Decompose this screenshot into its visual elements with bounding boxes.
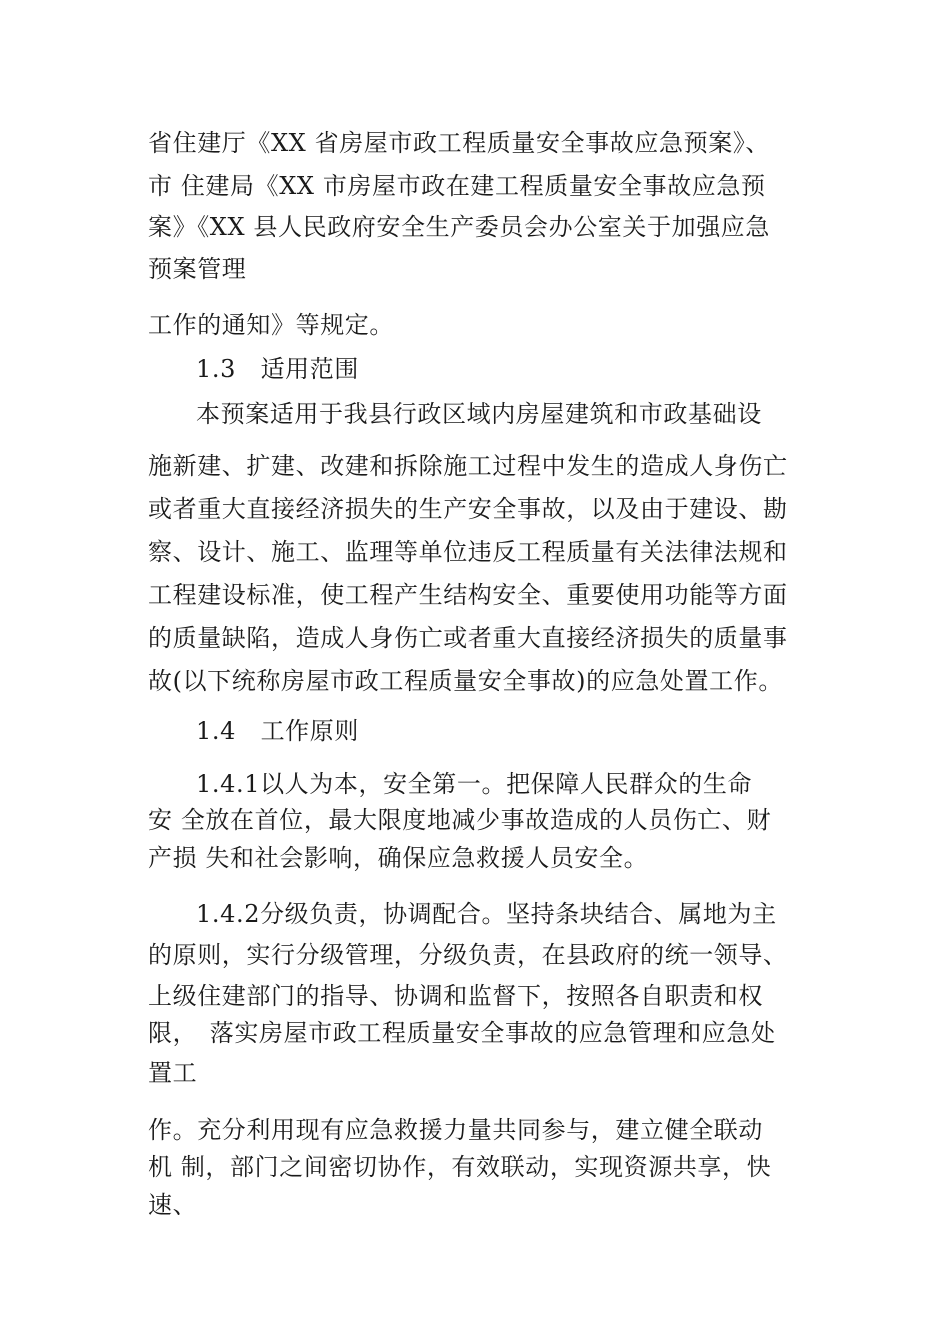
text-line: 察、设计、施工、监理等单位违反工程质量有关法律法规和: [148, 538, 788, 566]
section-heading: 1.3 适用范围: [196, 355, 359, 383]
text-line: 市 住建局《XX 市房屋市政在建工程质量安全事故应急预: [148, 172, 766, 200]
text-line: 速、: [148, 1191, 198, 1219]
text-line: 安 全放在首位，最大限度地减少事故造成的人员伤亡、财: [148, 806, 772, 834]
text-line: 预案管理: [148, 255, 247, 283]
text-line: 限， 落实房屋市政工程质量安全事故的应急管理和应急处: [148, 1019, 776, 1047]
text-line: 或者重大直接经济损失的生产安全事故，以及由于建设、勘: [148, 495, 788, 523]
text-line: 上级住建部门的指导、协调和监督下，按照各自职责和权: [148, 982, 763, 1010]
text-line: 机 制，部门之间密切协作，有效联动，实现资源共享，快: [148, 1153, 772, 1181]
section-heading: 1.4 工作原则: [196, 717, 359, 745]
text-line: 故(以下统称房屋市政工程质量安全事故)的应急处置工作。: [148, 667, 783, 695]
text-line: 案》《XX 县人民政府安全生产委员会办公室关于加强应急: [148, 213, 770, 241]
text-line: 施新建、扩建、改建和拆除施工过程中发生的造成人身伤亡: [148, 452, 788, 480]
paragraph-first-line: 1.4.1以人为本，安全第一。把保障人民群众的生命: [196, 770, 753, 798]
text-line: 的原则，实行分级管理，分级负责，在县政府的统一领导、: [148, 941, 788, 969]
paragraph-first-line: 本预案适用于我县行政区域内房屋建筑和市政基础设: [196, 400, 762, 428]
text-line: 置工: [148, 1059, 198, 1087]
text-line: 的质量缺陷，造成人身伤亡或者重大直接经济损失的质量事: [148, 624, 788, 652]
text-line: 产损 失和社会影响，确保应急救援人员安全。: [148, 844, 649, 872]
text-line: 工程建设标准，使工程产生结构安全、重要使用功能等方面: [148, 581, 788, 609]
text-line: 省住建厅《XX 省房屋市政工程质量安全事故应急预案》、: [148, 129, 770, 157]
text-line: 工作的通知》等规定。: [148, 311, 394, 339]
paragraph-first-line: 1.4.2分级负责，协调配合。坚持条块结合、属地为主: [196, 900, 777, 928]
text-line: 作。充分利用现有应急救援力量共同参与，建立健全联动: [148, 1116, 763, 1144]
